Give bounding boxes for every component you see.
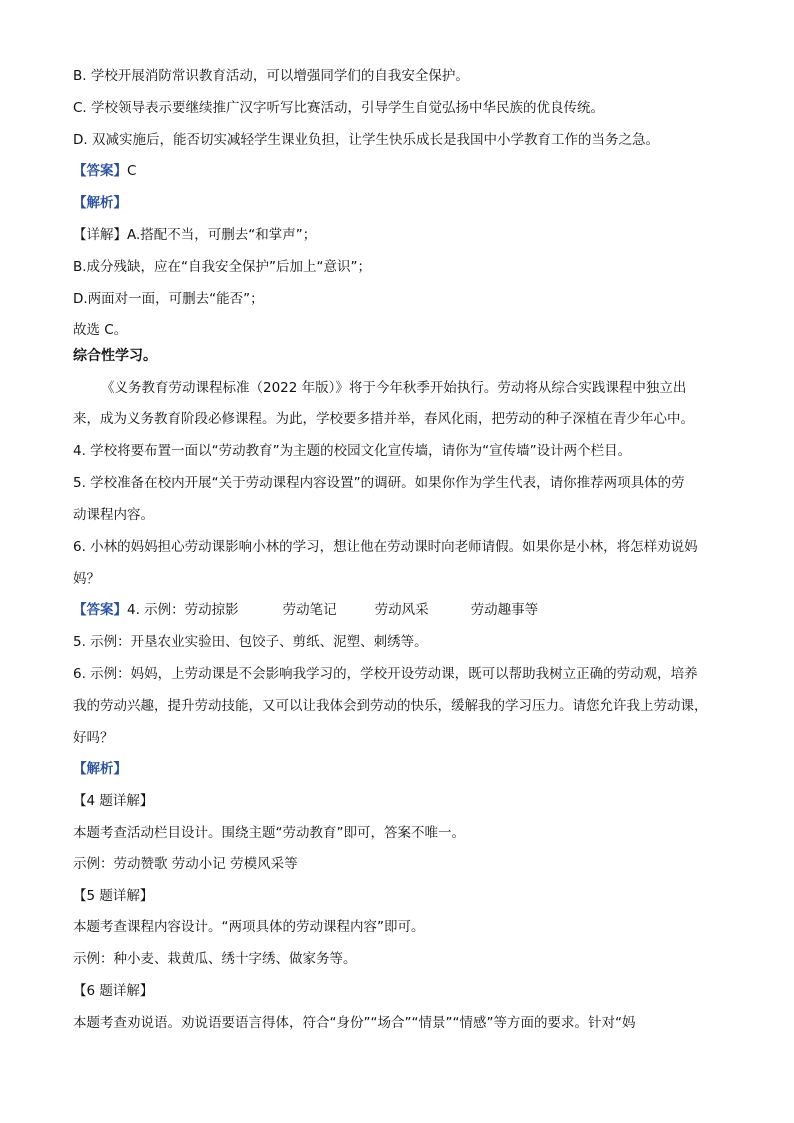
answer-5: 5. 示例：开垦农业实验田、包饺子、剪纸、泥塑、刺绣等。 [73,634,428,650]
answer-6-line-1: 6. 示例：妈妈，上劳动课是不会影响我学习的，学校开设劳动课，既可以帮助我树立正确的劳动观，培养 [73,666,698,682]
answer-4-item: 劳动风采 [374,602,429,618]
detail-line-d: D.两面对一面，可删去“能否”； [73,291,264,307]
detail-tag: 【详解】 [73,227,127,243]
detail-6-heading: 【6 题详解】 [73,983,154,999]
conclusion-line: 故选 C。 [73,322,128,338]
answer-4-item: 劳动趣事等 [470,602,539,618]
answer-4-prefix: 4. 示例：劳动掠影 [127,602,239,618]
detail-4-example: 示例：劳动赞歌 劳动小记 劳模风采等 [73,856,298,872]
question-6-line-1: 6. 小林的妈妈担心劳动课影响小林的学习，想让他在劳动课时向老师请假。如果你是小林，将怎样劝说妈 [73,539,698,555]
answer-tag: 【答案】 [73,602,127,618]
detail-4-text: 本题考查活动栏目设计。围绕主题“劳动教育”即可，答案不唯一。 [73,825,465,841]
detail-text: A.搭配不当，可删去“和掌声”； [127,227,317,243]
answer-value: C [127,163,137,179]
analysis-tag-2: 【解析】 [73,761,127,777]
answer-4-item: 劳动笔记 [282,602,337,618]
option-c: C. 学校领导表示要继续推广汉字听写比赛活动，引导学生自觉弘扬中华民族的优良传统。 [73,100,605,116]
detail-5-heading: 【5 题详解】 [73,888,154,904]
question-4: 4. 学校将要布置一面以“劳动教育”为主题的校园文化宣传墙，请你为“宣传墙”设计两个栏目。 [73,443,632,459]
detail-6-text: 本题考查劝说语。劝说语要语言得体，符合“身份”“场合”“情景”“情感”等方面的要求。针对“妈 [73,1015,636,1031]
question-6-line-2: 妈？ [73,571,100,587]
detail-5-text: 本题考查课程内容设计。“两项具体的劳动课程内容”即可。 [73,919,425,935]
answer-6-line-2: 我的劳动兴趣，提升劳动技能，又可以让我体会到劳动的快乐，缓解我的学习压力。请您允许我上劳动课， [73,698,708,714]
passage-line-1: 《义务教育劳动课程标准（2022 年版）》将于今年秋季开始执行。劳动将从综合实践课程中独立出 [101,380,687,396]
detail-5-example: 示例：种小麦、栽黄瓜、绣十字绣、做家务等。 [73,951,357,967]
option-d: D. 双减实施后，能否切实减轻学生课业负担，让学生快乐成长是我国中小学教育工作的当务之急。 [73,132,659,148]
answer-line-1 [73,162,136,180]
answer-tag: 【答案】 [73,163,127,179]
option-b: B. 学校开展消防常识教育活动，可以增强同学们的自我安全保护。 [73,68,469,84]
detail-4-heading: 【4 题详解】 [73,793,154,809]
analysis-tag-1: 【解析】 [73,195,127,211]
passage-line-2: 来，成为义务教育阶段必修课程。为此，学校要多措并举，春风化雨，把劳动的种子深植在青少年心中。 [73,411,694,427]
question-5-line-2: 动课程内容。 [73,507,154,523]
answer-line-2 [73,601,538,619]
question-5-line-1: 5. 学校准备在校内开展“关于劳动课程内容设置”的调研。如果你作为学生代表，请你推荐两项具体的劳 [73,475,685,491]
answer-6-line-3: 好吗？ [73,730,114,746]
detail-line-b: B.成分残缺，应在“自我安全保护”后加上“意识”； [73,259,372,275]
section-title: 综合性学习。 [73,348,157,364]
detail-line-a [73,226,316,244]
